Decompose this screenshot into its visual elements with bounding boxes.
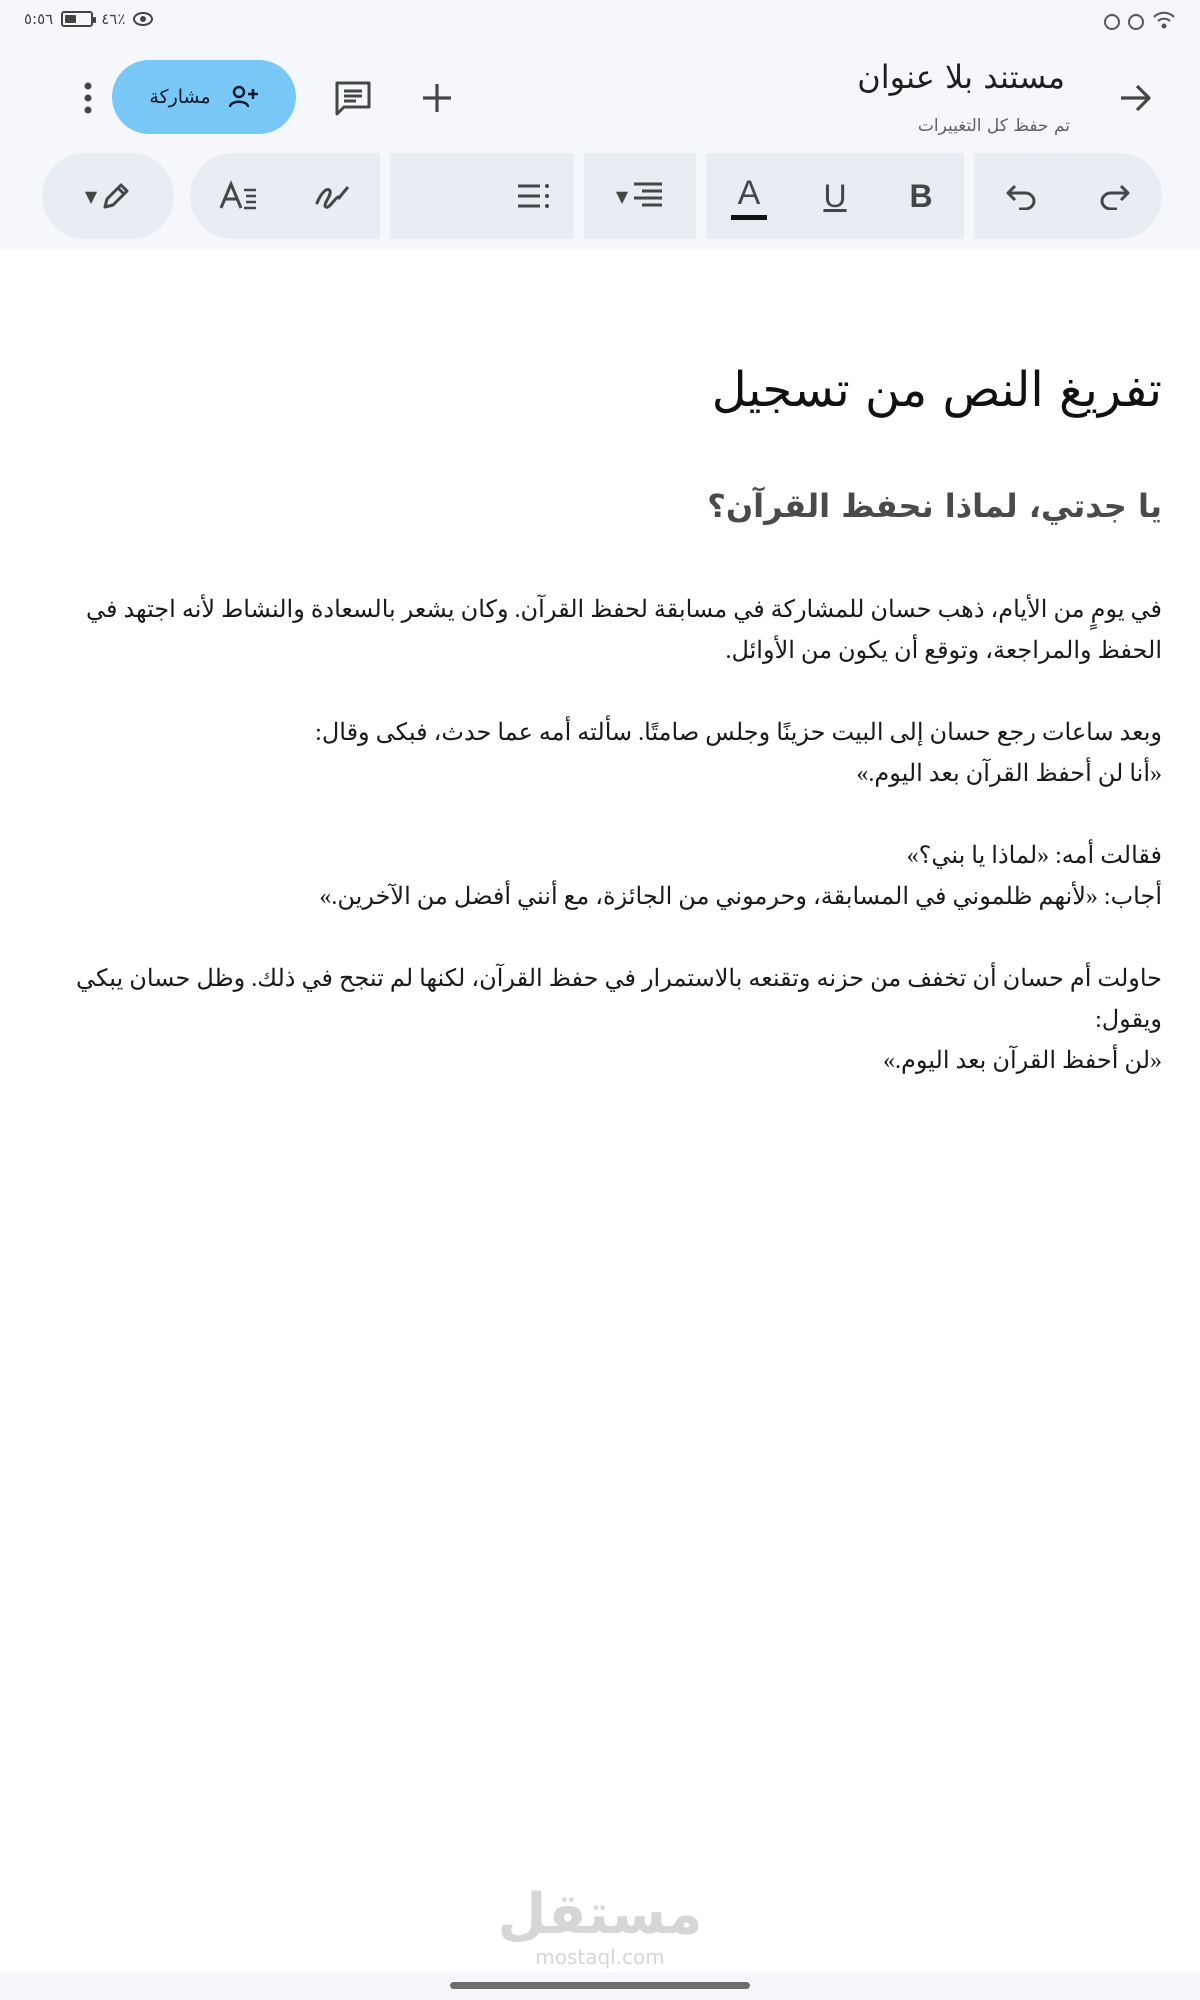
bold-icon: B bbox=[909, 177, 933, 214]
text-line: حاولت أم حسان أن تخفف من حزنه وتقنعه بالاستمرار في حفظ القرآن، لكنها لم تنجح في ذلك. وظل حسان يبكي bbox=[76, 966, 1162, 992]
pinterest-icon bbox=[1104, 14, 1120, 30]
document-subheading: يا جدتي، لماذا نحفظ القرآن؟ bbox=[707, 487, 1162, 525]
text-line: أجاب: «لأنهم ظلموني في المسابقة، وحرموني من الجائزة، مع أنني أفضل من الآخرين.» bbox=[319, 884, 1162, 910]
watermark-logo: مستقل bbox=[497, 1882, 703, 1947]
wifi-icon bbox=[1152, 10, 1176, 34]
handwriting-button[interactable] bbox=[303, 166, 363, 226]
align-button[interactable] bbox=[595, 166, 685, 226]
text-line: «لن أحفظ القرآن بعد اليوم.» bbox=[883, 1048, 1162, 1074]
status-bar bbox=[0, 0, 1200, 42]
align-group bbox=[584, 153, 696, 239]
document-heading: تفريغ النص من تسجيل bbox=[711, 362, 1162, 418]
text-line: «أنا لن أحفظ القرآن بعد اليوم.» bbox=[856, 761, 1162, 787]
back-button[interactable] bbox=[1108, 70, 1164, 126]
text-line: ويقول: bbox=[1095, 1007, 1162, 1033]
comment-icon bbox=[334, 80, 372, 116]
text-format-group bbox=[706, 153, 964, 239]
paragraph bbox=[40, 959, 1162, 1082]
list-icon bbox=[516, 182, 550, 210]
paragraph bbox=[40, 590, 1162, 672]
text-line: فقالت أمه: «لماذا يا بني؟» bbox=[906, 843, 1162, 869]
caret-down-icon: ▼ bbox=[84, 186, 98, 206]
more-options-button[interactable] bbox=[68, 70, 108, 126]
comments-button[interactable] bbox=[325, 70, 381, 126]
text-style-group bbox=[190, 153, 380, 239]
status-time: ٥:٥٦ bbox=[24, 10, 54, 28]
text-line: وبعد ساعات رجع حسان إلى البيت حزينًا وجلس صامتًا. سألته أمه عما حدث، فبكى وقال: bbox=[315, 720, 1162, 746]
redo-button[interactable] bbox=[1085, 166, 1145, 226]
document-title[interactable]: مستند بلا عنوان bbox=[857, 58, 1065, 96]
more-vert-icon bbox=[83, 82, 93, 114]
status-right bbox=[1104, 10, 1176, 34]
underline-icon: U bbox=[823, 177, 847, 214]
status-left bbox=[24, 10, 153, 28]
undo-icon bbox=[1005, 182, 1037, 210]
eye-icon bbox=[133, 12, 153, 26]
home-indicator[interactable] bbox=[450, 1982, 750, 1989]
share-button[interactable] bbox=[112, 60, 296, 134]
text-color-icon: A bbox=[737, 173, 761, 212]
bold-button[interactable] bbox=[891, 166, 951, 226]
plus-icon bbox=[421, 82, 453, 114]
caret-down-icon: ▼ bbox=[615, 186, 629, 206]
add-person-icon bbox=[229, 85, 259, 109]
text-style-button[interactable] bbox=[208, 166, 268, 226]
document-body bbox=[40, 590, 1162, 1123]
watermark bbox=[0, 1882, 1200, 1969]
notification-icon bbox=[1128, 14, 1144, 30]
underline-button[interactable] bbox=[805, 166, 865, 226]
insert-button[interactable] bbox=[409, 70, 465, 126]
undo-button[interactable] bbox=[991, 166, 1051, 226]
text-line: في يومٍ من الأيام، ذهب حسان للمشاركة في مسابقة لحفظ القرآن. وكان يشعر بالسعادة والنشاط لأنه اجتهد في bbox=[85, 597, 1162, 623]
text-color-button[interactable] bbox=[719, 166, 779, 226]
battery-icon bbox=[61, 11, 93, 27]
text-line: الحفظ والمراجعة، وتوقع أن يكون من الأوائل. bbox=[725, 638, 1162, 664]
app-bar bbox=[0, 42, 1200, 152]
checklist-button[interactable] bbox=[503, 166, 563, 226]
handwriting-icon bbox=[314, 181, 352, 211]
pen-mode-group bbox=[42, 153, 174, 239]
pencil-icon bbox=[101, 181, 131, 211]
history-group bbox=[974, 153, 1162, 239]
watermark-url: mostaql.com bbox=[535, 1945, 665, 1969]
redo-icon bbox=[1099, 182, 1131, 210]
text-style-icon bbox=[218, 180, 258, 212]
pen-mode-button[interactable] bbox=[63, 166, 153, 226]
align-right-icon bbox=[632, 181, 664, 211]
share-label: مشاركة bbox=[149, 86, 211, 108]
paragraph bbox=[40, 836, 1162, 918]
formatting-toolbar bbox=[0, 153, 1200, 239]
arrow-forward-icon bbox=[1119, 83, 1153, 113]
save-status: تم حفظ كل التغييرات bbox=[917, 116, 1070, 136]
paragraph bbox=[40, 713, 1162, 795]
battery-percent: ٤٦٪ bbox=[101, 10, 126, 28]
battery-fill bbox=[65, 15, 76, 23]
list-group bbox=[390, 153, 574, 239]
